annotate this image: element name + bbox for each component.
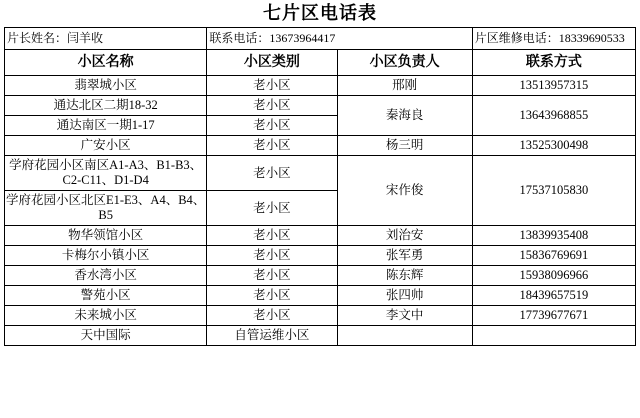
table-row	[5, 226, 636, 246]
cell-owner: 张四帅	[337, 286, 472, 306]
cell-owner: 杨三明	[337, 136, 472, 156]
cell-type: 老小区	[207, 156, 337, 191]
page-title: 七片区电话表	[263, 3, 377, 23]
cell-owner: 李文中	[337, 306, 472, 326]
cell-name: 广安小区	[5, 136, 207, 156]
cell-name: 天中国际	[5, 326, 207, 346]
cell-owner: 邢刚	[337, 76, 472, 96]
table-row	[5, 246, 636, 266]
cell-phone: 13643968855	[472, 96, 635, 136]
cell-phone: 13525300498	[472, 136, 635, 156]
cell-owner: 刘治安	[337, 226, 472, 246]
table-row	[5, 96, 636, 116]
header-cell-contact	[207, 28, 472, 50]
cell-type: 老小区	[207, 191, 337, 226]
column-header-phone: 联系方式	[472, 50, 635, 76]
chief-label: 片长姓名：	[7, 31, 68, 45]
cell-type: 老小区	[207, 136, 337, 156]
cell-name: 卡梅尔小镇小区	[5, 246, 207, 266]
cell-name: 通达北区二期18-32	[5, 96, 207, 116]
table-row	[5, 326, 636, 346]
header-cell-repair	[472, 28, 635, 50]
table-header-info-row	[5, 28, 636, 50]
cell-type: 老小区	[207, 116, 337, 136]
cell-type: 老小区	[207, 266, 337, 286]
phone-table	[4, 27, 636, 346]
table-row	[5, 286, 636, 306]
table-row	[5, 156, 636, 191]
cell-name: 翡翠城小区	[5, 76, 207, 96]
cell-owner: 张军勇	[337, 246, 472, 266]
cell-owner	[337, 326, 472, 346]
cell-name: 未来城小区	[5, 306, 207, 326]
column-header-name: 小区名称	[5, 50, 207, 76]
cell-name: 香水湾小区	[5, 266, 207, 286]
cell-name: 警苑小区	[5, 286, 207, 306]
cell-phone: 17739677671	[472, 306, 635, 326]
cell-type: 老小区	[207, 76, 337, 96]
cell-type: 老小区	[207, 226, 337, 246]
cell-type: 老小区	[207, 246, 337, 266]
table-row	[5, 136, 636, 156]
repair-value: 18339690533	[558, 31, 625, 45]
cell-name: 学府花园小区南区A1-A3、B1-B3、C2-C11、D1-D4	[5, 156, 207, 191]
contact-label: 联系电话：	[209, 31, 270, 45]
cell-phone	[472, 326, 635, 346]
cell-owner: 陈东辉	[337, 266, 472, 286]
cell-type: 老小区	[207, 96, 337, 116]
cell-name: 学府花园小区北区E1-E3、A4、B4、B5	[5, 191, 207, 226]
cell-phone: 15836769691	[472, 246, 635, 266]
cell-phone: 13839935408	[472, 226, 635, 246]
header-cell-chief	[5, 28, 207, 50]
cell-type: 老小区	[207, 306, 337, 326]
cell-name: 通达南区一期1-17	[5, 116, 207, 136]
table-row	[5, 76, 636, 96]
cell-owner: 宋作俊	[337, 156, 472, 226]
cell-type: 老小区	[207, 286, 337, 306]
cell-phone: 17537105830	[472, 156, 635, 226]
cell-name: 物华领馆小区	[5, 226, 207, 246]
repair-label: 片区维修电话：	[474, 31, 559, 45]
chief-value: 闫羊收	[67, 31, 104, 45]
table-row	[5, 306, 636, 326]
cell-phone: 13513957315	[472, 76, 635, 96]
table-column-header	[5, 50, 636, 76]
cell-owner: 秦海良	[337, 96, 472, 136]
cell-type: 自管运维小区	[207, 326, 337, 346]
contact-value: 13673964417	[269, 31, 336, 45]
cell-phone: 18439657519	[472, 286, 635, 306]
table-row	[5, 266, 636, 286]
cell-phone: 15938096966	[472, 266, 635, 286]
column-header-type: 小区类别	[207, 50, 337, 76]
column-header-owner: 小区负责人	[337, 50, 472, 76]
